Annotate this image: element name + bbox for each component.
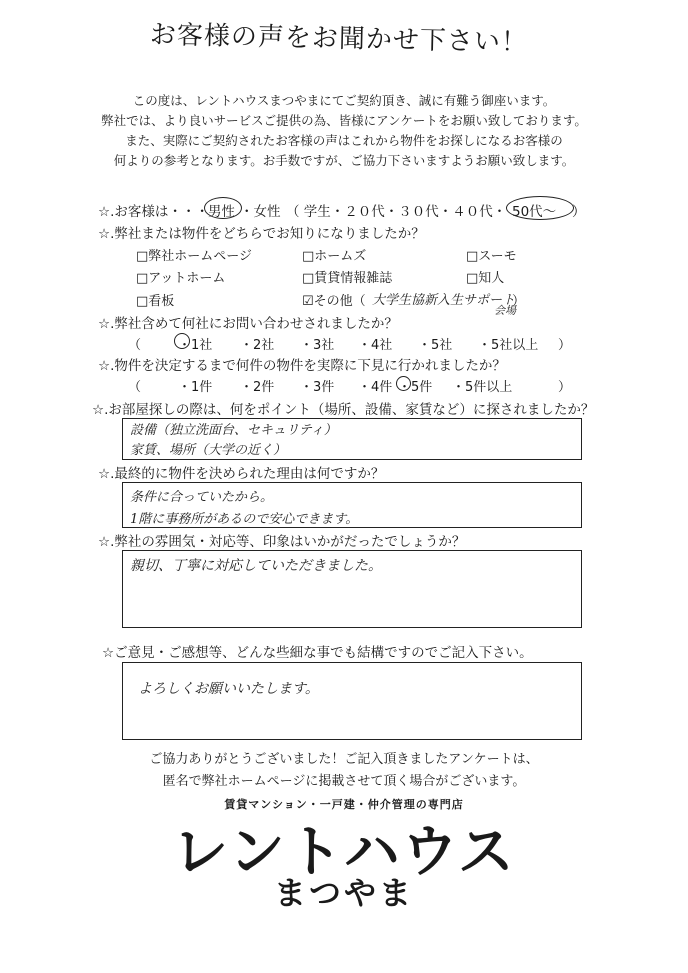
q4-option-1[interactable]: ・1件 <box>178 380 213 395</box>
intro-line-4: 何よりの参考となります。お手数ですが、ご協力下さいますようお願い致します。 <box>113 153 575 168</box>
q4-option-4[interactable]: ・4件 <box>358 380 393 395</box>
q3-option-5[interactable]: ・5社 <box>418 338 453 353</box>
q5-label: ☆.お部屋探しの際は、何をポイント（場所、設備、家賃など）に探されましたか？ <box>92 402 595 418</box>
q2-label: ☆.弊社または物件をどちらでお知りになりましたか？ <box>98 226 425 242</box>
q5-answer-line-2: 家賃、場所（大学の近く） <box>130 443 287 458</box>
q4-option-5[interactable]: ・5件 <box>398 380 433 395</box>
q7-label: ☆.弊社の雰囲気・対応等、印象はいかがだったでしょうか？ <box>98 534 466 550</box>
q2-option-homes[interactable]: □ホームズ <box>302 249 367 264</box>
q1-age-circle <box>506 196 574 220</box>
q3-option-4[interactable]: ・4社 <box>358 338 393 353</box>
q1-age-selected[interactable]: 50代～ <box>512 204 557 220</box>
q2-option-suumo[interactable]: □スーモ <box>466 249 517 264</box>
q3-option-1-circle <box>174 333 190 349</box>
q8-answer-box[interactable] <box>122 662 582 740</box>
q3-close: ） <box>558 338 572 353</box>
q7-answer-line-1: 親切、丁寧に対応していただきました。 <box>130 558 382 574</box>
footer-line-1: ご協力ありがとうございました！ご記入頂きましたアンケートは、 <box>149 752 539 767</box>
q1-close: ） <box>572 204 586 220</box>
intro-line-1: この度は、レントハウスまつやまにてご契約頂き、誠に有難う御座います。 <box>132 93 556 108</box>
page-title: お客様の声をお聞かせ下さい！ <box>149 20 529 58</box>
q6-answer-line-2: 1階に事務所があるので安心できます。 <box>130 512 359 527</box>
q4-option-5-circle <box>396 376 411 391</box>
intro-line-3: また、実際にご契約されたお客様の声はこれから物件をお探しになるお客様の <box>125 133 563 148</box>
footer-line-2: 匿名で弊社ホームページに掲載させて頂く場合がございます。 <box>162 774 526 789</box>
q8-answer-line-1: よろしくお願いいたします。 <box>138 681 319 697</box>
q3-option-3[interactable]: ・3社 <box>300 338 335 353</box>
logo-sub: まつやま <box>273 874 414 912</box>
q2-option-other[interactable]: ☑その他（ <box>302 294 366 309</box>
q2-other-close: ） <box>512 294 526 309</box>
q5-answer-line-1: 設備（独立洗面台、セキュリティ） <box>130 423 337 438</box>
intro-line-2: 弊社では、より良いサービスご提供の為、皆様にアンケートをお願い致しております。 <box>101 113 587 128</box>
q1-gender-female[interactable]: ・女性 <box>240 204 281 220</box>
logo-name: レントハウス <box>172 820 516 885</box>
logo-tagline: 賃貸マンション・一戸建・仲介管理の専門店 <box>224 798 464 811</box>
q2-option-signboard[interactable]: □看板 <box>136 294 175 309</box>
q3-option-1[interactable]: ・1社 <box>178 338 213 353</box>
q4-open: （ <box>128 380 142 395</box>
q2-option-homepage[interactable]: □弊社ホームページ <box>136 249 253 264</box>
q2-option-friend[interactable]: □知人 <box>466 271 505 286</box>
q4-label: ☆.物件を決定するまで何件の物件を実際に下見に行かれましたか？ <box>98 358 506 374</box>
q3-option-5plus[interactable]: ・5社以上 <box>478 338 539 353</box>
q3-open: （ <box>128 338 142 353</box>
q1-ages: （ 学生・２０代・３０代・４０代・ <box>286 204 507 220</box>
q4-option-2[interactable]: ・2件 <box>240 380 275 395</box>
q2-option-magazine[interactable]: □賃貸情報雑誌 <box>302 271 393 286</box>
q2-other-answer: 大学生協新入生サポート <box>372 293 516 308</box>
q6-answer-line-1: 条件に合っていたから。 <box>130 490 274 505</box>
q3-label: ☆.弊社含めて何社にお問い合わせされましたか？ <box>98 316 398 332</box>
q2-option-athome[interactable]: □アットホーム <box>136 271 226 286</box>
q1-male-circle <box>204 197 242 219</box>
q2-other-answer-sup: 会場 <box>494 304 516 317</box>
q4-option-3[interactable]: ・3件 <box>300 380 335 395</box>
q1-gender-male[interactable]: 男性 <box>208 204 235 220</box>
q4-close: ） <box>558 380 572 395</box>
q4-option-5plus[interactable]: ・5件以上 <box>452 380 513 395</box>
q6-label: ☆.最終的に物件を決められた理由は何ですか？ <box>98 466 385 482</box>
q3-option-2[interactable]: ・2社 <box>240 338 275 353</box>
q1-label: ☆.お客様は・・・ <box>98 204 209 220</box>
q8-label: ☆ご意見・ご感想等、どんな些細な事でも結構ですのでご記入下さい。 <box>102 645 533 661</box>
